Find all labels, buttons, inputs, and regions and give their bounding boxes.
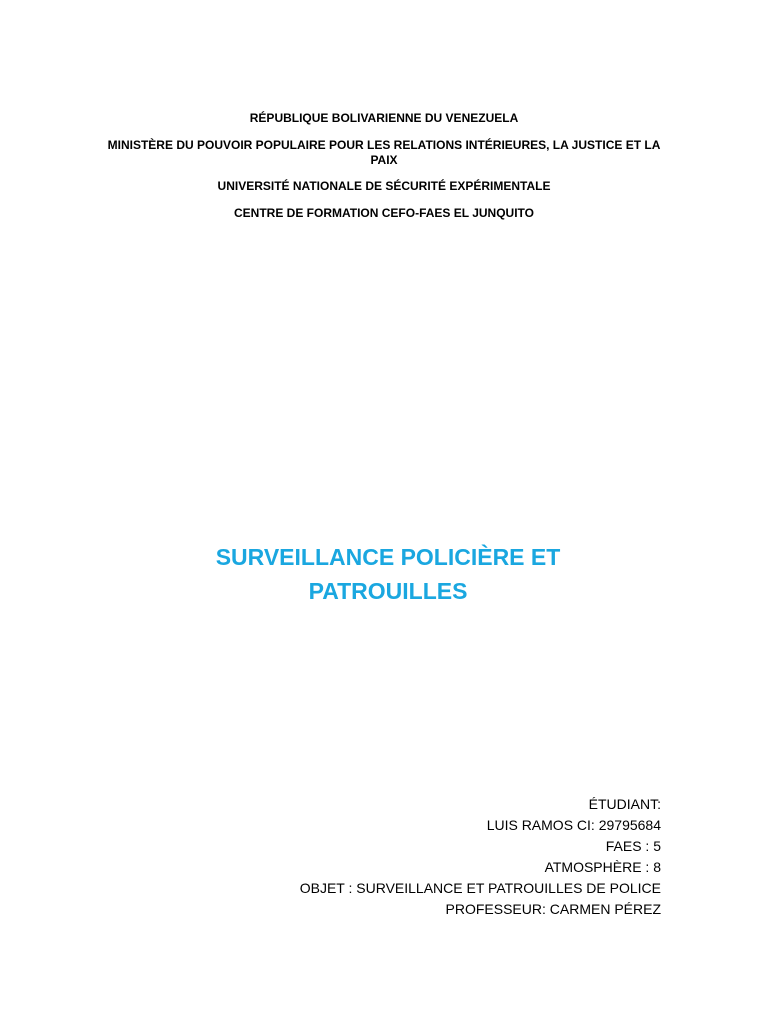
header-ministry: MINISTÈRE DU POUVOIR POPULAIRE POUR LES RELATIONS INTÉRIEURES, LA JUSTICE ET LA PAIX [107,138,661,167]
title-line-1: SURVEILLANCE POLICIÈRE ET [215,544,561,570]
student-label: ÉTUDIANT: [588,796,661,812]
title-line-2: PATROUILLES [308,578,468,604]
student-atmosphere: ATMOSPHÈRE : 8 [544,859,661,875]
student-professeur: PROFESSEUR: CARMEN PÉREZ [445,901,661,917]
student-faes: FAES : 5 [605,838,661,854]
header-center: CENTRE DE FORMATION CEFO-FAES EL JUNQUITO [233,206,535,220]
document-title [170,540,606,608]
institution-header [100,111,668,233]
header-university: UNIVERSITÉ NATIONALE DE SÉCURITÉ EXPÉRIMENTALE [217,179,551,193]
student-info [161,794,661,920]
header-republic: RÉPUBLIQUE BOLIVARIENNE DU VENEZUELA [249,111,519,125]
student-name: LUIS RAMOS CI: 29795684 [486,817,661,833]
student-objet: OBJET : SURVEILLANCE ET PATROUILLES DE POLICE [299,880,661,896]
